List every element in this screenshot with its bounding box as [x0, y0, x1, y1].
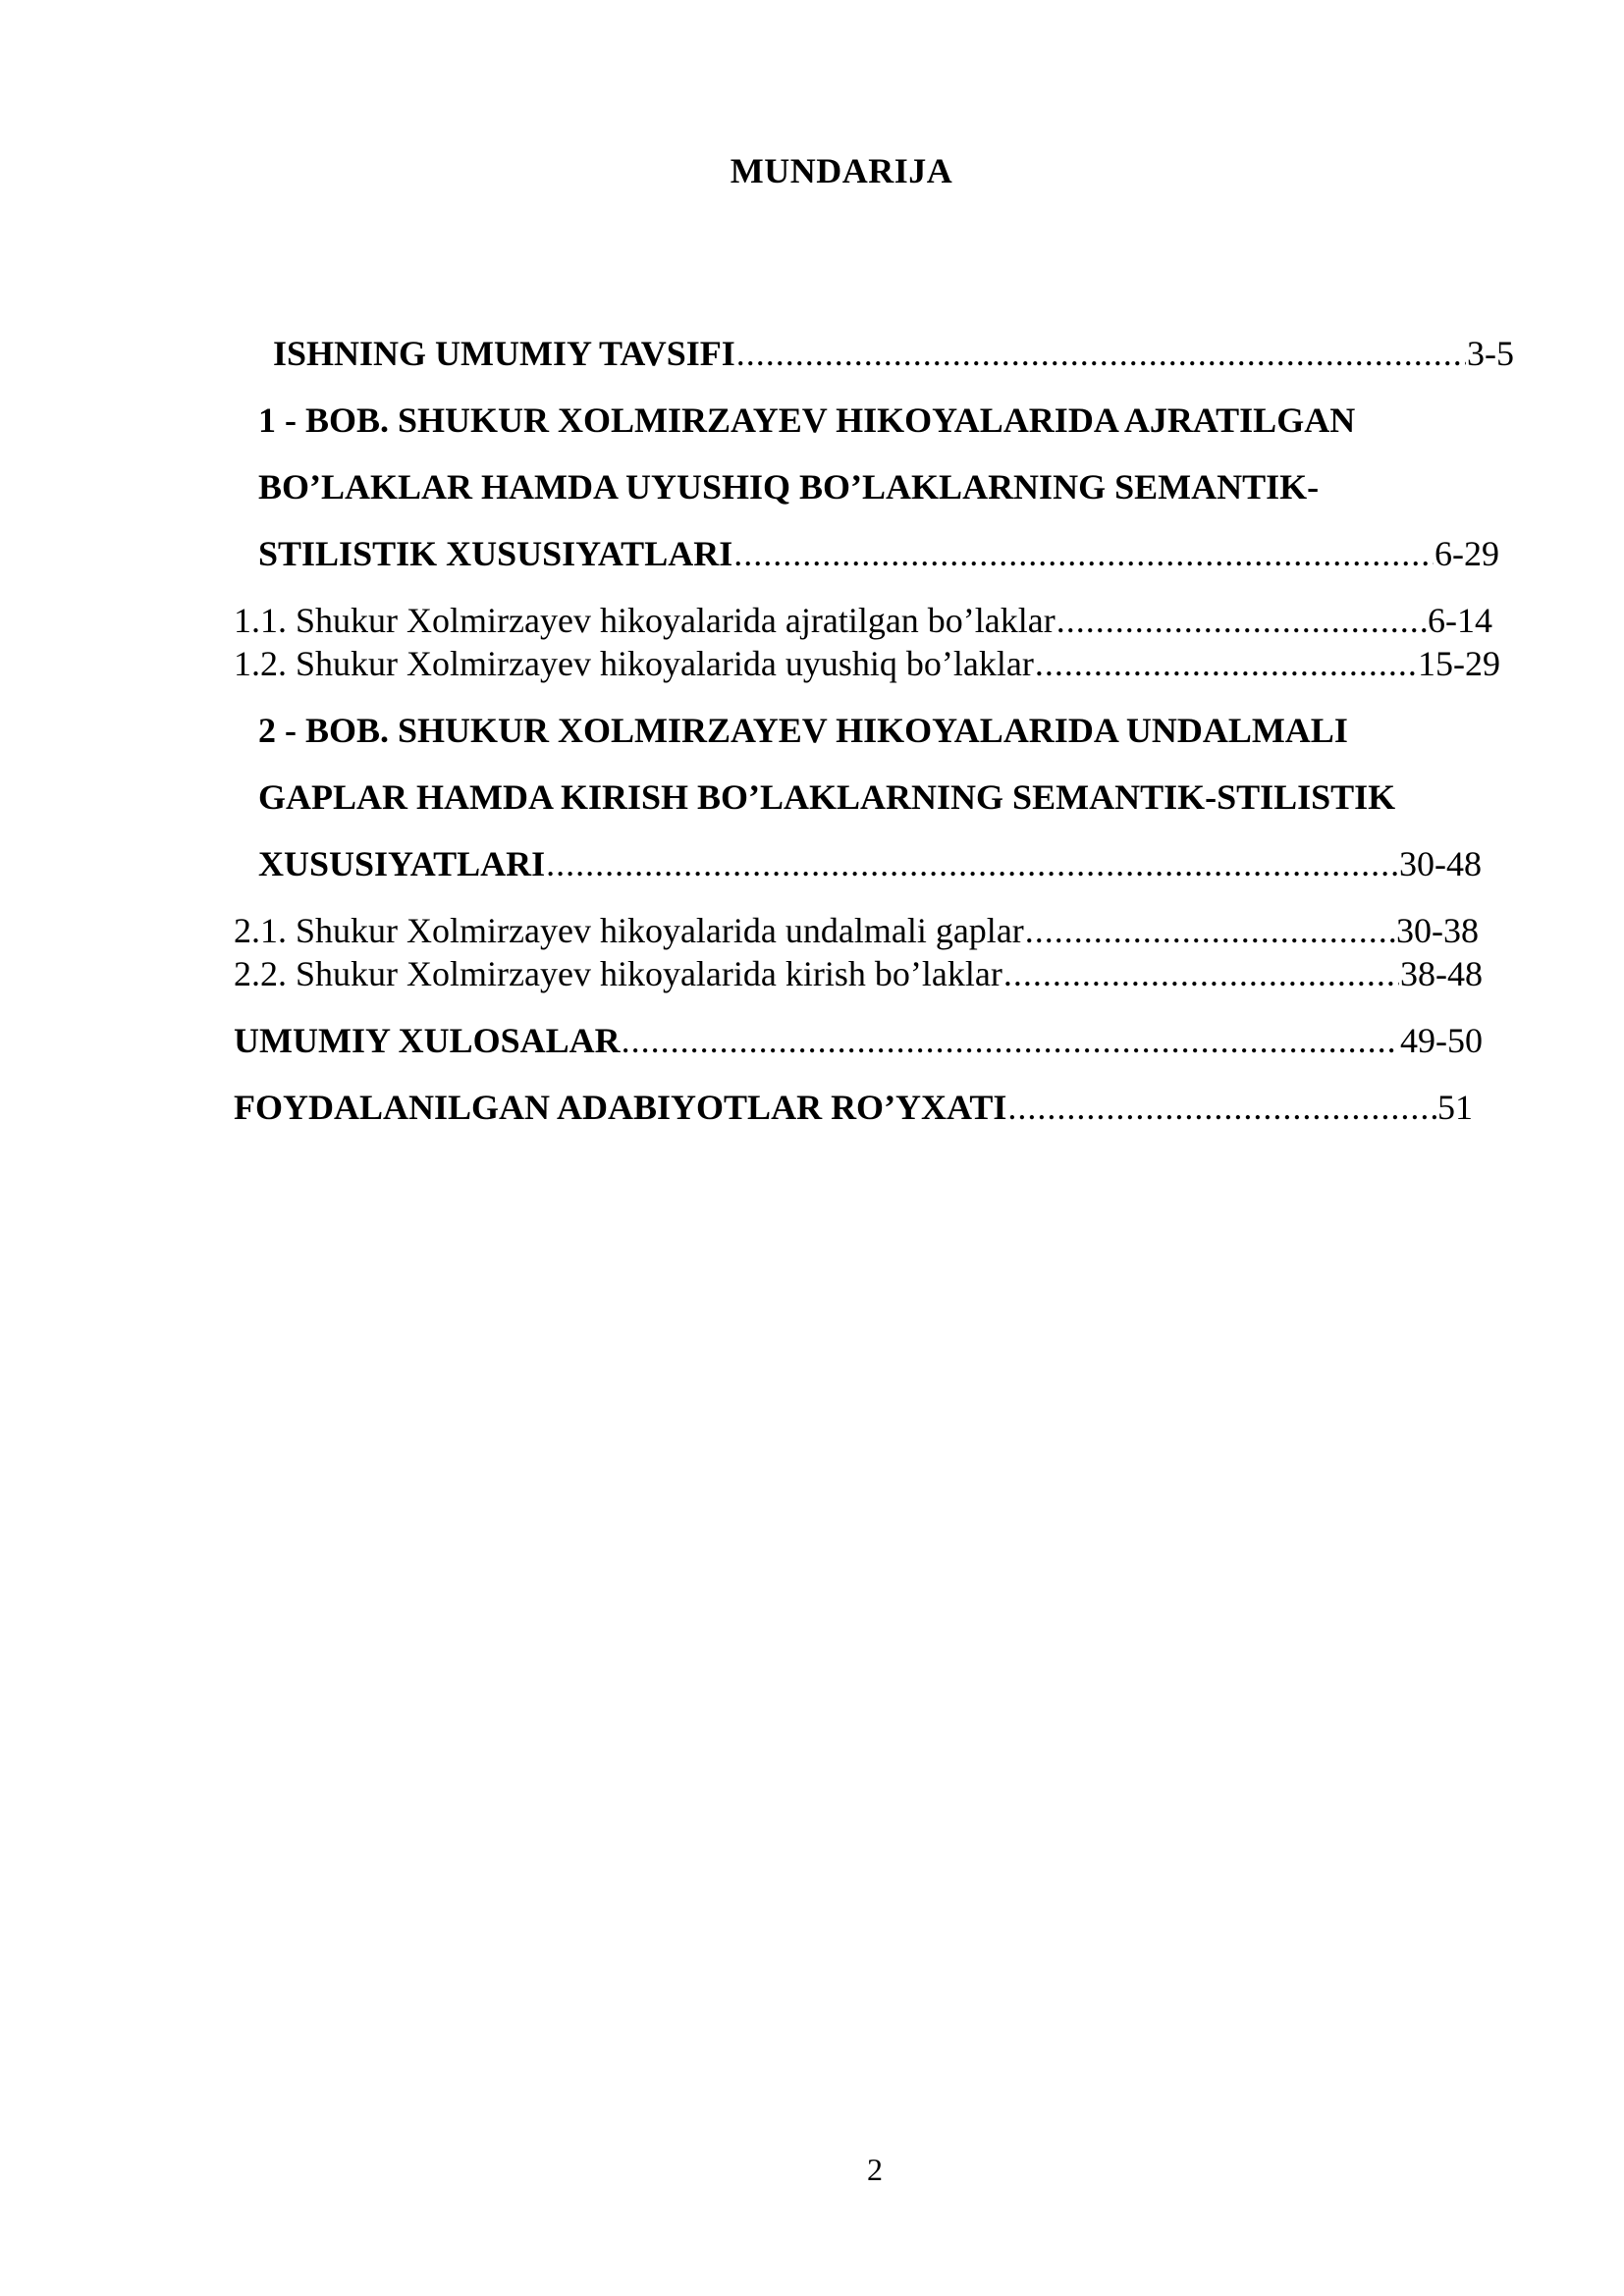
toc-chapter1-line1: 1 - BOB. SHUKUR XOLMIRZAYEV HIKOYALARIDA AJRATILGAN: [258, 400, 1356, 440]
toc-chapter2-line1: 2 - BOB. SHUKUR XOLMIRZAYEV HIKOYALARIDA UNDALMALI: [258, 711, 1348, 750]
toc-page-range: 30-48: [1399, 844, 1482, 883]
dot-leader: [546, 842, 1398, 885]
toc-entry-conclusions: [234, 1019, 1483, 1062]
toc-entry-label: 1.1. Shukur Xolmirzayev hikoyalarida ajratilgan bo’laklar: [234, 601, 1056, 640]
dot-leader: [1003, 952, 1399, 995]
toc-entry-label: 2.1. Shukur Xolmirzayev hikoyalarida undalmali gaplar: [234, 911, 1024, 950]
toc-page-range: 3-5: [1467, 334, 1514, 373]
toc-entry-label: 1.2. Shukur Xolmirzayev hikoyalarida uyushiq bo’laklar: [234, 644, 1034, 683]
toc-page-range: 30-38: [1396, 911, 1479, 950]
toc-chapter1-line2: BO’LAKLAR HAMDA UYUSHIQ BO’LAKLARNING SEMANTIK-: [258, 467, 1320, 507]
toc-entry-section-2-1: [234, 909, 1479, 952]
toc-entry-section-2-2: [234, 952, 1483, 995]
toc-entry-label: UMUMIY XULOSALAR: [234, 1021, 621, 1060]
page-title: MUNDARIJA: [730, 151, 953, 190]
toc-entry-chapter2: [258, 842, 1482, 885]
dot-leader: [1056, 599, 1427, 642]
dot-leader: [1035, 642, 1417, 685]
toc-entry-label: STILISTIK XUSUSIYATLARI: [258, 534, 733, 573]
toc-entry-chapter1: [258, 532, 1499, 575]
toc-chapter2-line2: GAPLAR HAMDA KIRISH BO’LAKLARNING SEMANTIK-STILISTIK: [258, 777, 1396, 817]
page-number: 2: [867, 2152, 883, 2187]
toc-entry-label: FOYDALANILGAN ADABIYOTLAR RO’YXATI: [234, 1088, 1007, 1127]
toc-page-range: 49-50: [1400, 1021, 1483, 1060]
toc-page-range: 51: [1437, 1088, 1473, 1127]
toc-page-range: 15-29: [1418, 644, 1500, 683]
toc-entry-label: 2.2. Shukur Xolmirzayev hikoyalarida kirish bo’laklar: [234, 954, 1002, 993]
toc-entry-label: ISHNING UMUMIY TAVSIFI: [273, 334, 735, 373]
dot-leader: [1025, 909, 1395, 952]
toc-entry-section-1-2: [234, 642, 1500, 685]
toc-page-range: 6-14: [1428, 601, 1492, 640]
toc-entry-intro: [273, 332, 1514, 375]
toc-page-range: 38-48: [1400, 954, 1483, 993]
toc-page-range: 6-29: [1435, 534, 1499, 573]
toc-entry-references: [234, 1086, 1473, 1129]
dot-leader: [733, 532, 1434, 575]
dot-leader: [1007, 1086, 1436, 1129]
dot-leader: [622, 1019, 1399, 1062]
toc-entry-section-1-1: [234, 599, 1492, 642]
toc-entry-label: XUSUSIYATLARI: [258, 844, 546, 883]
dot-leader: [736, 332, 1466, 375]
